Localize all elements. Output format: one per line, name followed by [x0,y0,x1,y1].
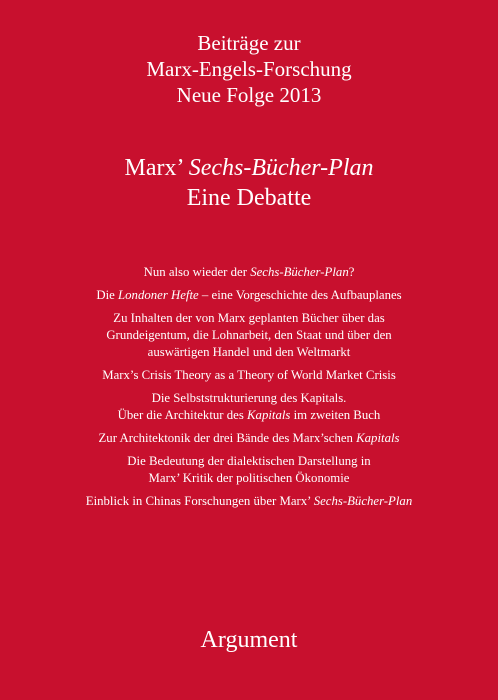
toc-text: ? [348,265,355,279]
toc-line: Die Selbststrukturierung des Kapitals. [151,391,347,405]
title-prefix: Marx’ [124,155,189,181]
toc-italic: Sechs-Bücher-Plan [250,265,349,279]
toc-text: Die [96,288,119,302]
toc-line: Marx’s Crisis Theory as a Theory of World Market Crisis [102,368,396,382]
book-title [0,153,498,213]
toc-text: im zweiten Buch [290,408,381,422]
publisher-name: Argument [200,627,298,653]
title-line [0,153,498,183]
toc-line: Grundeigentum, die Lohnarbeit, den Staat und über den [106,328,392,342]
subtitle: Eine Debatte [186,185,312,211]
toc-item-6 [20,430,478,447]
series-title [0,30,498,108]
toc-item-4 [20,367,478,384]
toc-italic: Kapitals [247,408,291,422]
toc-item-3 [20,310,478,361]
toc-text: Einblick in Chinas Forschungen über Marx’ [85,494,314,508]
toc-item-7 [20,453,478,487]
toc-line: Marx’ Kritik der politischen Ökonomie [148,471,350,485]
table-of-contents [20,264,478,516]
toc-text: – eine Vorgeschichte des Aufbauplanes [198,288,402,302]
toc-item-8 [20,493,478,510]
title-italic: Sechs-Bücher-Plan [188,155,374,181]
toc-text: Über die Architektur des [117,408,248,422]
series-line-1: Beiträge zur [197,31,301,55]
toc-text: Nun also wieder der [143,265,251,279]
toc-item-5 [20,390,478,424]
toc-text: Zur Architektonik der drei Bände des Marx’schen [98,431,357,445]
toc-italic: Sechs-Bücher-Plan [313,494,413,508]
series-line-2: Marx-Engels-Forschung [146,57,352,81]
toc-italic: Kapitals [356,431,400,445]
toc-line: Die Bedeutung der dialektischen Darstellung in [127,454,371,468]
toc-item-2 [20,287,478,304]
toc-italic: Londoner Hefte [118,288,199,302]
series-line-3: Neue Folge 2013 [176,83,322,107]
toc-line: Zu Inhalten der von Marx geplanten Bücher über das [113,311,385,325]
toc-line: auswärtigen Handel und den Weltmarkt [147,345,351,359]
toc-item-1 [20,264,478,281]
